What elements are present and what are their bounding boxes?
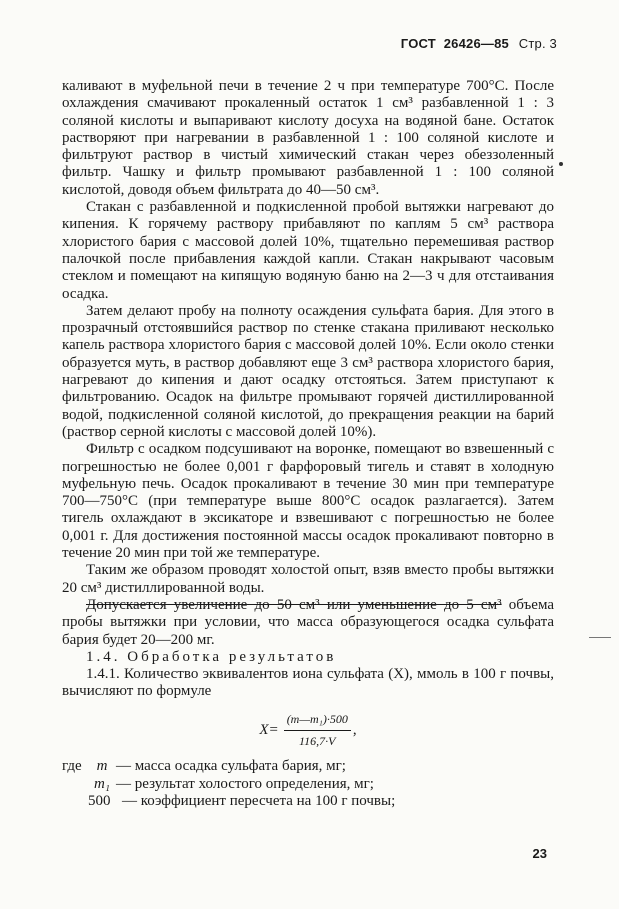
definition-text: — результат холостого определения, мг; xyxy=(116,775,374,792)
header-page-label: Стр. 3 xyxy=(518,36,557,51)
definition-item xyxy=(62,793,554,810)
formula xyxy=(62,711,554,751)
struck-text: Допускается увеличение до 50 см³ или уменьшение до 5 см³ xyxy=(86,596,502,613)
formula-fraction xyxy=(284,711,351,751)
formula-numerator: (m—m₁)·500 xyxy=(284,711,351,731)
paragraph-6 xyxy=(62,597,554,649)
margin-dot xyxy=(559,162,563,166)
definition-symbol: m xyxy=(96,758,108,775)
definition-lead xyxy=(62,793,88,810)
paragraph-5: Таким же образом проводят холостой опыт, взяв вместо пробы вытяжки 20 см³ дистиллированной воды. xyxy=(62,562,554,596)
paragraph-2: Стакан с разбавленной и подкисленной пробой вытяжки нагревают до кипения. К горячему раствору прибавляют по каплям 5 см³ раствора хлористого бария с массовой долей 10%, тщательно перемешивая раствор палочкой после прибавления каждой капли. Стакан накрывают часовым стеклом и помещают на кипящую водяную баню на 2—3 ч для отстаивания осадка. xyxy=(62,199,554,302)
paragraph-1: каливают в муфельной печи в течение 2 ч при температуре 700°С. После охлаждения смачивают прокаленный остаток 1 см³ разбавленной 1 : 3 соляной кислоты и выпаривают кислоту досуха на водяной бане. Остаток растворяют при нагревании в разбавленной 1 : 100 соляной кислоте и фильтруют раствор в чистый химический стакан через обеззоленный фильтр. Чашку и фильтр промывают разбавленной 1 : 100 соляной кислотой, доводя объем фильтрата до 40—50 см³. xyxy=(62,78,554,198)
definition-lead xyxy=(62,776,88,793)
formula-tail: , xyxy=(352,721,357,738)
paragraph-3: Затем делают пробу на полноту осаждения сульфата бария. Для этого в прозрачный отстоявшийся раствор по стенке стакана приливают несколько капель раствора хлористого бария с массовой долей 10%. Если около стенки образуется муть, в раствор добавляют еще 3 см³ раствора хлористого бария, нагревают до кипения и дают осадку отстояться. Затем приступают к фильтрованию. Осадок на фильтре промывают горячей дистиллированной водой, подкисленной соляной кислотой, до прекращения реакции на барий (раствор серной кислоты с массовой долей 10%). xyxy=(62,302,554,440)
header-standard: ГОСТ xyxy=(400,36,436,51)
page-header xyxy=(401,36,557,51)
definition-symbol: m₁ xyxy=(93,775,111,792)
struck-continuation: объема пробы вытяжки при условии, что масса образующегося осадка сульфата бария будет 20—200 мг. xyxy=(62,596,554,648)
formula-denominator: 116,7·V xyxy=(299,733,336,748)
subsection-text: 1.4.1. Количество эквивалентов иона сульфата (X), ммоль в 100 г почвы, вычисляют по формуле xyxy=(62,666,554,700)
document-body xyxy=(62,78,554,810)
paragraph-4: Фильтр с осадком подсушивают на воронке, помещают во взвешенный с погрешностью не более 0,001 г фарфоровый тигель и ставят в холодную муфельную печь. Осадок прокаливают в течение 30 мин при температуре 700—750°С (при температуре выше 800°С осадок разлагается). Затем тигель охлаждают в эксикаторе и взвешивают с погрешностью не более 0,001 г. Для достижения постоянной массы осадок прокаливают повторно в течение 20 мин при той же температуре. xyxy=(62,441,554,562)
definition-text: — коэффициент пересчета на 100 г почвы; xyxy=(122,792,396,809)
definition-text: — масса осадка сульфата бария, мг; xyxy=(116,758,346,775)
page-number: 23 xyxy=(532,846,547,861)
definition-lead: где xyxy=(62,758,82,775)
header-code: 26426—85 xyxy=(443,36,509,51)
definition-item xyxy=(62,758,554,775)
definition-symbol: 500 xyxy=(88,792,111,809)
definitions xyxy=(62,758,554,810)
formula-lhs: X= xyxy=(259,721,279,738)
margin-dash xyxy=(589,637,611,638)
definition-item xyxy=(62,776,554,793)
section-title: 1.4. Обработка результатов xyxy=(86,648,337,665)
